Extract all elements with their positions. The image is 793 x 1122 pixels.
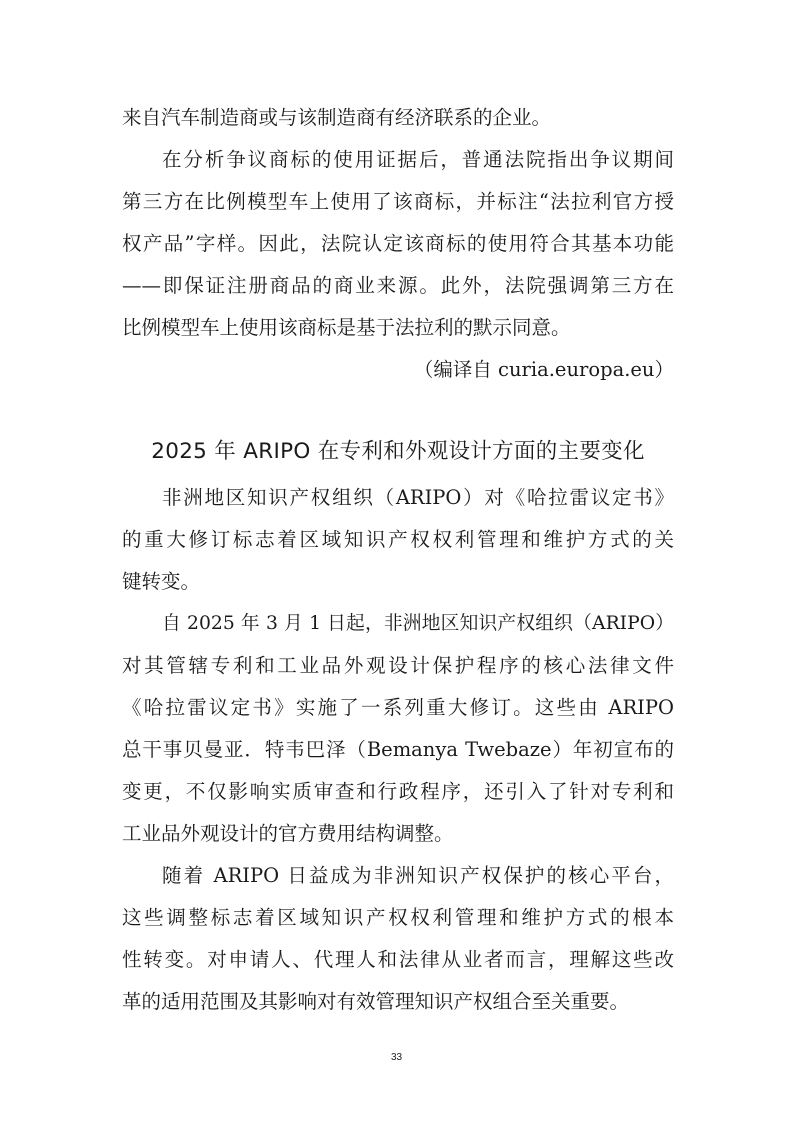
paragraph-5-line-2: 这些调整标志着区域知识产权权利管理和维护方式的根本	[122, 906, 674, 929]
paragraph-2-line-2: 第三方在比例模型车上使用了该商标，并标注“法拉利官方授	[122, 190, 674, 213]
page-number: 33	[390, 1052, 403, 1063]
paragraph-4-line-3: 《哈拉雷议定书》实施了一系列重大修订。这些由 ARIPO	[122, 696, 674, 719]
paragraph-1-line-1: 来自汽车制造商或与该制造商有经济联系的企业。	[122, 106, 552, 129]
section-heading: 2025 年 ARIPO 在专利和外观设计方面的主要变化	[151, 439, 645, 464]
paragraph-3-line-1: 非洲地区知识产权组织（ARIPO）对《哈拉雷议定书》	[162, 486, 674, 509]
paragraph-3-line-2: 的重大修订标志着区域知识产权权利管理和维护方式的关	[122, 528, 674, 551]
paragraph-4-line-1: 自 2025 年 3 月 1 日起，非洲地区知识产权组织（ARIPO）	[162, 613, 674, 634]
paragraph-4-line-2: 对其管辖专利和工业品外观设计保护程序的核心法律文件	[122, 654, 674, 677]
paragraph-4-line-4: 总干事贝曼亚．特韦巴泽（Bemanya Twebaze）年初宣布的	[122, 738, 674, 761]
paragraph-2-line-3: 权产品”字样。因此，法院认定该商标的使用符合其基本功能	[122, 232, 674, 255]
paragraph-5-line-1: 随着 ARIPO 日益成为非洲知识产权保护的核心平台，	[162, 864, 674, 887]
paragraph-2-line-5: 比例模型车上使用该商标是基于法拉利的默示同意。	[122, 316, 571, 339]
paragraph-5-line-4: 革的适用范围及其影响对有效管理知识产权组合至关重要。	[122, 990, 630, 1013]
paragraph-2-line-4: ——即保证注册商品的商业来源。此外，法院强调第三方在	[122, 274, 674, 297]
paragraph-5-line-3: 性转变。对申请人、代理人和法律从业者而言，理解这些改	[122, 948, 674, 971]
paragraph-2-line-1: 在分析争议商标的使用证据后，普通法院指出争议期间	[162, 148, 674, 171]
paragraph-4-line-5: 变更，不仅影响实质审查和行政程序，还引入了针对专利和	[122, 780, 674, 803]
paragraph-4-line-6: 工业品外观设计的官方费用结构调整。	[122, 822, 454, 845]
paragraph-3-line-3: 键转变。	[122, 570, 201, 593]
source-note: （编译自 curia.europa.eu）	[413, 358, 674, 381]
